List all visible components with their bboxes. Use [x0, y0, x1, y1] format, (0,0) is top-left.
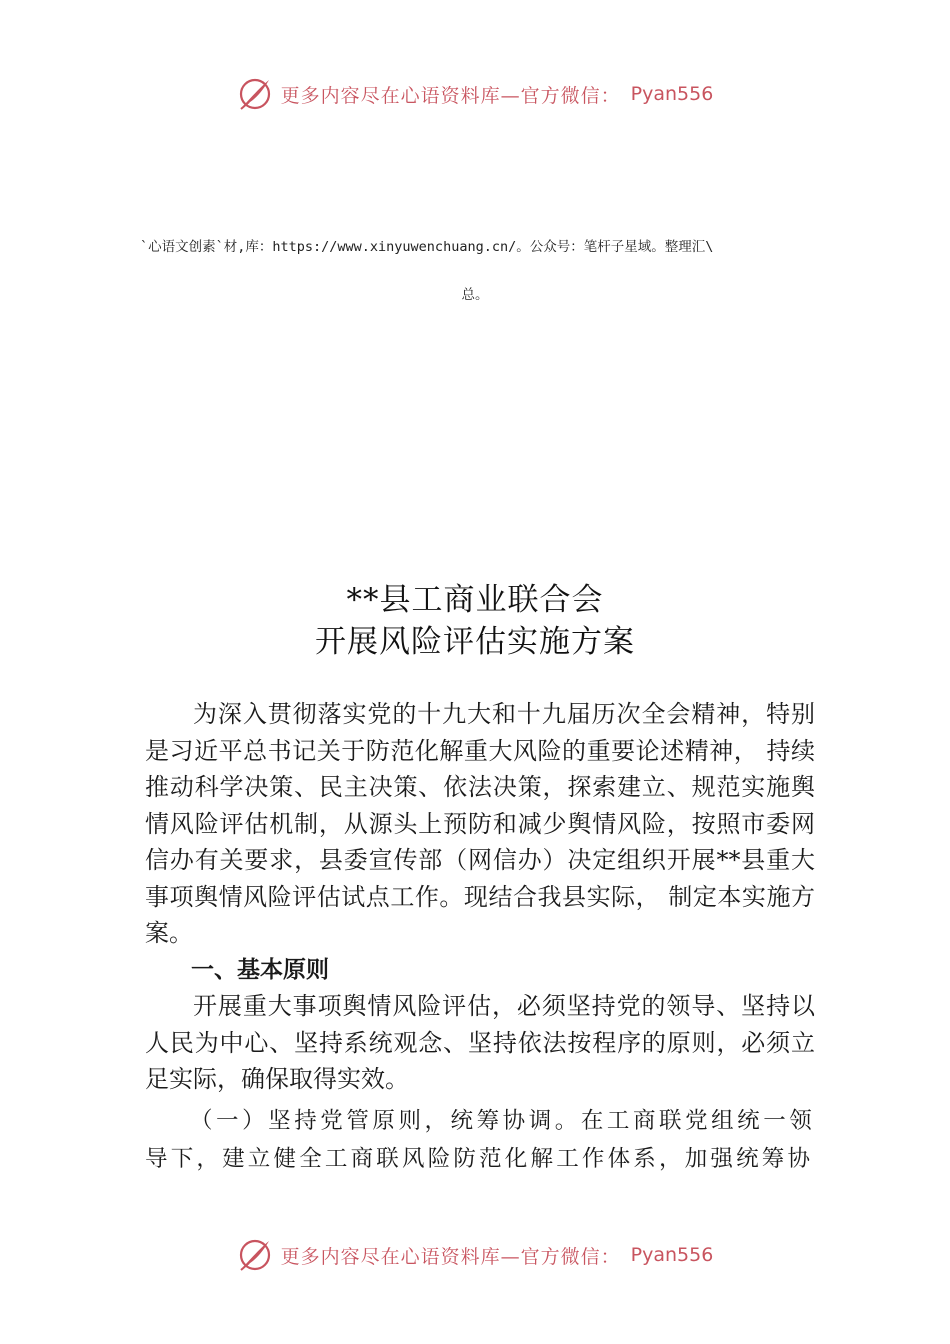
watermark-footer: [0, 1235, 950, 1275]
document-title-line2: 开展风险评估实施方案: [315, 624, 635, 660]
watermark-header: [0, 74, 950, 114]
watermark-handle: Pyan556: [630, 1244, 714, 1266]
document-body: [145, 696, 815, 1178]
watermark-text: 更多内容尽在心语资料库—官方微信：: [280, 84, 621, 107]
section-heading: 一、基本原则: [191, 956, 329, 983]
watermark-text: 更多内容尽在心语资料库—官方微信：: [280, 1245, 621, 1268]
intro-paragraph: 为深入贯彻落实党的十九大和十九届历次全会精神，特别是习近平总书记关于防范化解重大风险的重要论述精神， 持续推动科学决策、民主决策、依法决策，探索建立、规范实施舆情风险评估机制，从源头上预防和减少舆情风险，按照市委网信办有关要求，县委宣传部（网信办）决定组织开展**县重大事项舆情风险评估试点工作。现结合我县实际， 制定本实施方案。: [145, 700, 815, 947]
quill-pen-logo-icon: [237, 76, 273, 112]
quill-pen-logo-icon: [237, 1237, 273, 1273]
source-note-line2: 总。: [461, 287, 489, 303]
section-paragraph: 开展重大事项舆情风险评估，必须坚持党的领导、坚持以人民为中心、坚持系统观念、坚持依法按程序的原则，必须立足实际，确保取得实效。: [145, 992, 815, 1093]
watermark-handle: Pyan556: [630, 83, 714, 105]
source-note-line1: `心语文创素`材,库：https://www.xinyuwenchuang.cn/。公众号：笔杆子星域。整理汇\: [140, 239, 714, 255]
document-title-line1: **县工商业联合会: [346, 582, 604, 618]
subsection-paragraph: （一）坚持党管原则，统筹协调。在工商联党组统一领导下，建立健全工商联风险防范化解工作体系，加强统筹协: [145, 1107, 815, 1172]
